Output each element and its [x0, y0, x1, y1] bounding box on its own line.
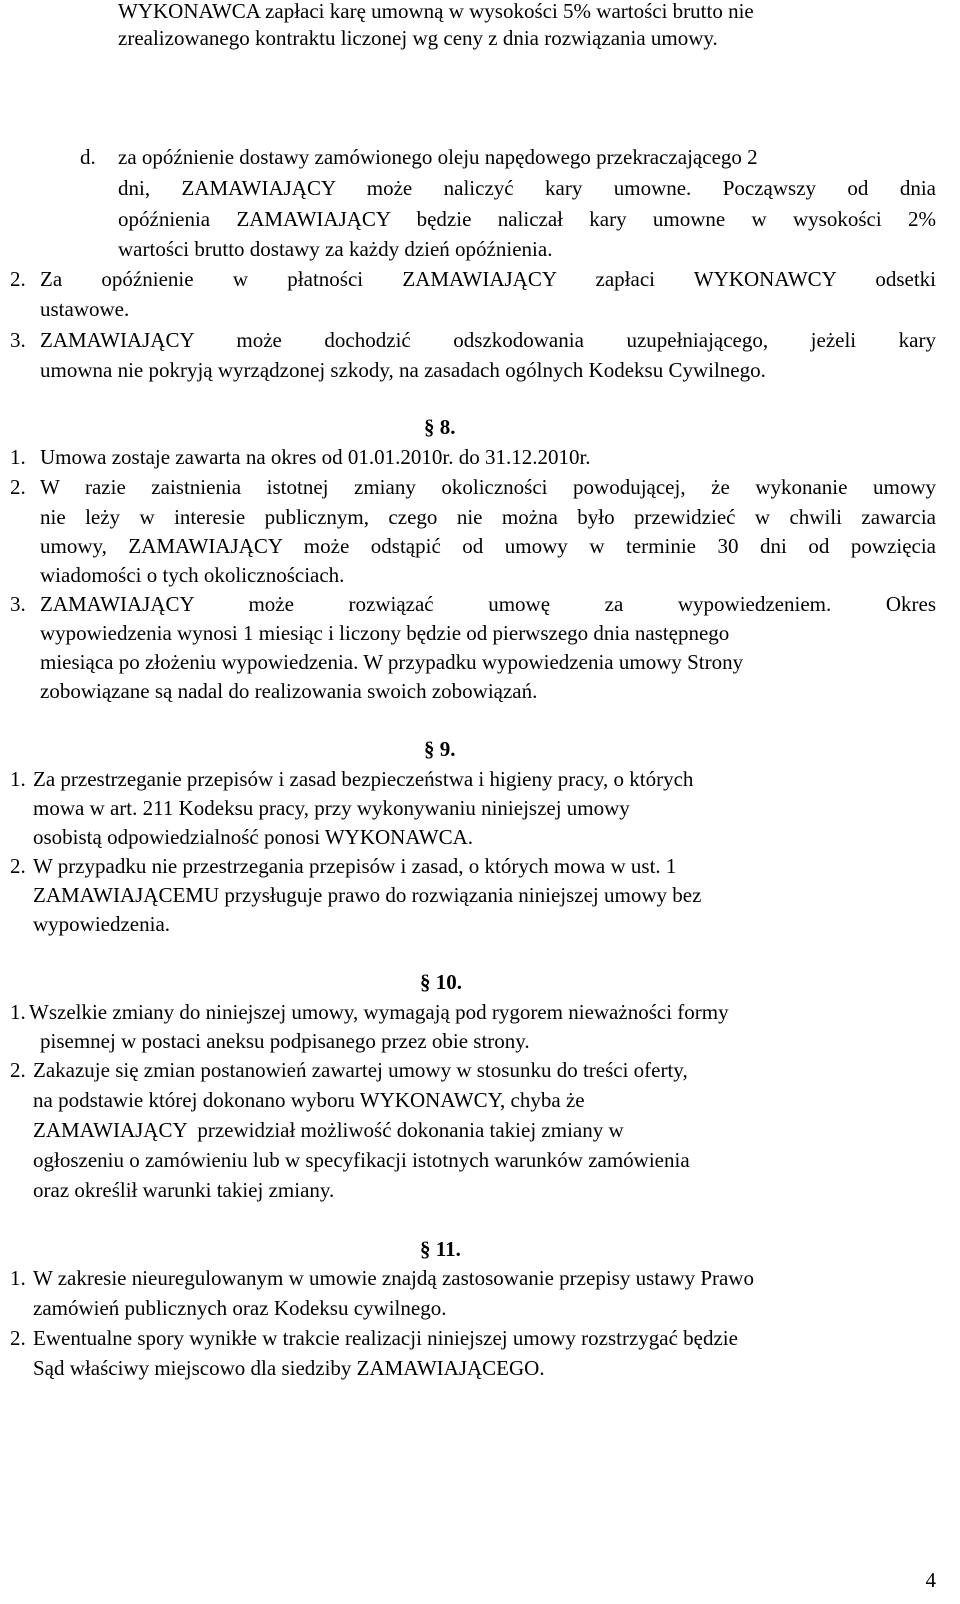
- list-marker: 1.: [10, 1266, 26, 1290]
- list-marker: 2.: [10, 1058, 26, 1082]
- paragraph-line: W przypadku nie przestrzegania przepisów i zasad, o których mowa w ust. 1: [33, 854, 677, 878]
- paragraph-line: umowna nie pokryją wyrządzonej szkody, na zasadach ogólnych Kodeksu Cywilnego.: [40, 358, 766, 382]
- paragraph-line: wypowiedzenia wynosi 1 miesiąc i liczony będzie od pierwszego dnia następnego: [40, 621, 730, 645]
- paragraph-line: ustawowe.: [40, 297, 130, 321]
- paragraph-line: dni, ZAMAWIAJĄCY może naliczyć kary umowne. Począwszy od dnia: [118, 176, 936, 200]
- paragraph-line: W razie zaistnienia istotnej zmiany okoliczności powodującej, że wykonanie umowy: [40, 475, 936, 499]
- section-heading: § 10.: [420, 970, 462, 994]
- paragraph-line: opóźnienia ZAMAWIAJĄCY będzie naliczał kary umowne w wysokości 2%: [118, 207, 936, 231]
- paragraph-line: ZAMAWIAJĄCY może dochodzić odszkodowania uzupełniającego, jeżeli kary: [40, 328, 936, 352]
- list-marker: 2.: [10, 1326, 26, 1350]
- paragraph-line: Umowa zostaje zawarta na okres od 01.01.2010r. do 31.12.2010r.: [40, 445, 591, 469]
- paragraph-line: Wszelkie zmiany do niniejszej umowy, wymagają pod rygorem nieważności formy: [29, 1000, 729, 1024]
- paragraph-line: nie leży w interesie publicznym, czego nie można było przewidzieć w chwili zawarcia: [40, 505, 936, 529]
- list-marker: 1.: [10, 445, 26, 469]
- paragraph-line: zobowiązane są nadal do realizowania swoich zobowiązań.: [40, 679, 538, 703]
- paragraph-line: wiadomości o tych okolicznościach.: [40, 563, 345, 587]
- section-heading: § 8.: [424, 415, 456, 439]
- page-number: 4: [925, 1568, 936, 1592]
- paragraph-line: Sąd właściwy miejscowo dla siedziby ZAMAWIAJĄCEGO.: [33, 1356, 545, 1380]
- paragraph-line: Ewentualne spory wynikłe w trakcie realizacji niniejszej umowy rozstrzygać będzie: [33, 1326, 738, 1350]
- paragraph-line: ZAMAWIAJĄCEMU przysługuje prawo do rozwiązania niniejszej umowy bez: [33, 883, 702, 907]
- paragraph-line: ZAMAWIAJĄCY przewidział możliwość dokonania takiej zmiany w: [33, 1118, 624, 1142]
- list-marker: 2.: [10, 854, 26, 878]
- paragraph-line: umowy, ZAMAWIAJĄCY może odstąpić od umowy w terminie 30 dni od powzięcia: [40, 534, 936, 558]
- paragraph-line: wypowiedzenia.: [33, 912, 171, 936]
- paragraph-line: zrealizowanego kontraktu liczonej wg ceny z dnia rozwiązania umowy.: [118, 26, 718, 50]
- paragraph-line: Za przestrzeganie przepisów i zasad bezpieczeństwa i higieny pracy, o których: [33, 767, 694, 791]
- list-marker: 3.: [10, 592, 26, 616]
- paragraph-line: wartości brutto dostawy za każdy dzień opóźnienia.: [118, 237, 553, 261]
- paragraph-line: ogłoszeniu o zamówieniu lub w specyfikacji istotnych warunków zamówienia: [33, 1148, 690, 1172]
- paragraph-line: Zakazuje się zmian postanowień zawartej umowy w stosunku do treści oferty,: [33, 1058, 688, 1082]
- section-heading: § 11.: [420, 1237, 461, 1261]
- paragraph-line: miesiąca po złożeniu wypowiedzenia. W przypadku wypowiedzenia umowy Strony: [40, 650, 744, 674]
- paragraph-line: WYKONAWCA zapłaci karę umowną w wysokości 5% wartości brutto nie: [118, 0, 754, 23]
- paragraph-line: ZAMAWIAJĄCY może rozwiązać umowę za wypowiedzeniem. Okres: [40, 592, 936, 616]
- section-heading: § 9.: [424, 737, 456, 761]
- paragraph-line: Za opóźnienie w płatności ZAMAWIAJĄCY zapłaci WYKONAWCY odsetki: [40, 267, 936, 291]
- list-marker: 1.: [10, 767, 26, 791]
- list-marker: d.: [80, 145, 96, 169]
- paragraph-line: zamówień publicznych oraz Kodeksu cywilnego.: [33, 1296, 447, 1320]
- paragraph-line: oraz określił warunki takiej zmiany.: [33, 1178, 335, 1202]
- list-marker: 3.: [10, 328, 26, 352]
- paragraph-line: W zakresie nieuregulowanym w umowie znajdą zastosowanie przepisy ustawy Prawo: [33, 1266, 754, 1290]
- list-marker: 1.: [10, 1000, 26, 1024]
- paragraph-line: za opóźnienie dostawy zamówionego oleju napędowego przekraczającego 2: [118, 145, 758, 169]
- list-marker: 2.: [10, 475, 26, 499]
- list-marker: 2.: [10, 267, 26, 291]
- paragraph-line: osobistą odpowiedzialność ponosi WYKONAWCA.: [33, 825, 474, 849]
- paragraph-line: pisemnej w postaci aneksu podpisanego przez obie strony.: [40, 1029, 530, 1053]
- paragraph-line: na podstawie której dokonano wyboru WYKONAWCY, chyba że: [33, 1088, 585, 1112]
- paragraph-line: mowa w art. 211 Kodeksu pracy, przy wykonywaniu niniejszej umowy: [33, 796, 630, 820]
